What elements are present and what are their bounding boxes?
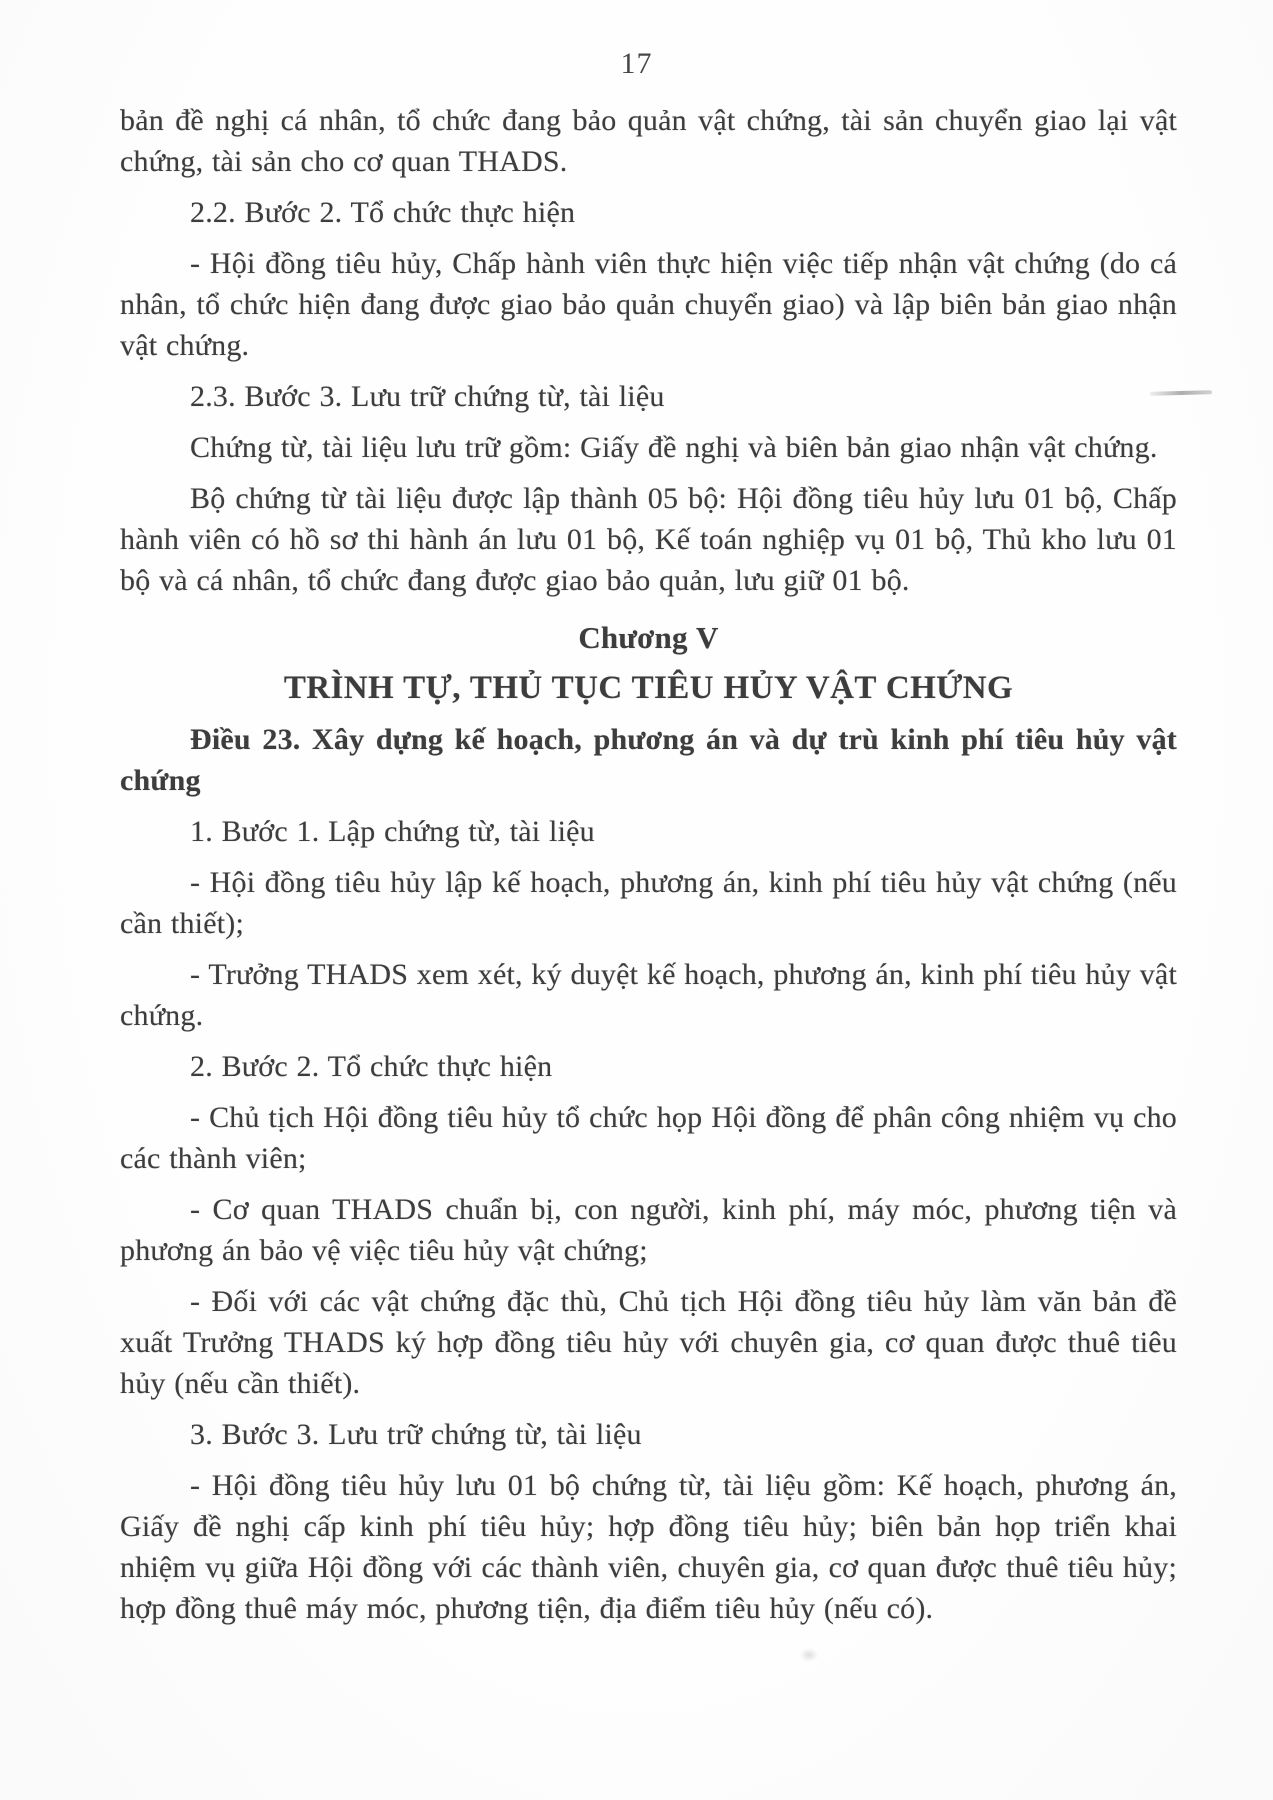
body-paragraph: Chứng từ, tài liệu lưu trữ gồm: Giấy đề nghị và biên bản giao nhận vật chứng.	[190, 431, 1158, 464]
body-paragraph: - Hội đồng tiêu hủy lưu 01 bộ chứng từ, tài liệu gồm: Kế hoạch, phương án, Giấy đề nghị cấp kinh phí tiêu hủy; hợp đồng tiêu hủy; biên bản họp triển khai nhiệm vụ giữa Hội đồng với các thành viên, chuyên gia, cơ quan được thuê tiêu hủy; hợp đồng thuê máy móc, phương tiện, địa điểm tiêu hủy (nếu có).	[120, 1469, 1177, 1625]
step-heading-2-2: 2.2. Bước 2. Tổ chức thực hiện	[190, 196, 576, 229]
body-paragraph: Bộ chứng từ tài liệu được lập thành 05 bộ: Hội đồng tiêu hủy lưu 01 bộ, Chấp hành viên có hồ sơ thi hành án lưu 01 bộ, Kế toán nghiệp vụ 01 bộ, Thủ kho lưu 01 bộ và cá nhân, tổ chức đang được giao bảo quản, lưu giữ 01 bộ.	[120, 482, 1177, 597]
body-paragraph: - Cơ quan THADS chuẩn bị, con người, kinh phí, máy móc, phương tiện và phương án bảo vệ việc tiêu hủy vật chứng;	[120, 1193, 1177, 1267]
document-body	[0, 100, 1273, 1629]
chapter-title: TRÌNH TỰ, THỦ TỤC TIÊU HỦY VẬT CHỨNG	[283, 670, 1014, 706]
body-paragraph: - Hội đồng tiêu hủy lập kế hoạch, phương án, kinh phí tiêu hủy vật chứng (nếu cần thiết);	[120, 866, 1177, 940]
body-paragraph: - Trưởng THADS xem xét, ký duyệt kế hoạch, phương án, kinh phí tiêu hủy vật chứng.	[120, 958, 1177, 1032]
chapter-label: Chương V	[578, 620, 719, 655]
body-paragraph: - Chủ tịch Hội đồng tiêu hủy tổ chức họp Hội đồng để phân công nhiệm vụ cho các thành viên;	[120, 1101, 1177, 1175]
page-number: 17	[620, 47, 653, 80]
scan-artifact-smudge	[800, 1648, 818, 1662]
article-23-heading: Điều 23. Xây dựng kế hoạch, phương án và dự trù kinh phí tiêu hủy vật chứng	[120, 723, 1177, 797]
continuation-paragraph: bản đề nghị cá nhân, tổ chức đang bảo quản vật chứng, tài sản chuyển giao lại vật chứng, tài sản cho cơ quan THADS.	[120, 104, 1177, 178]
body-paragraph: - Hội đồng tiêu hủy, Chấp hành viên thực hiện việc tiếp nhận vật chứng (do cá nhân, tổ chức hiện đang được giao bảo quản chuyển giao) và lập biên bản giao nhận vật chứng.	[120, 247, 1177, 362]
step-heading-1: 1. Bước 1. Lập chứng từ, tài liệu	[190, 815, 595, 848]
step-heading-2-3: 2.3. Bước 3. Lưu trữ chứng từ, tài liệu	[190, 380, 665, 413]
step-heading-2: 2. Bước 2. Tổ chức thực hiện	[190, 1050, 553, 1083]
body-paragraph: - Đối với các vật chứng đặc thù, Chủ tịch Hội đồng tiêu hủy làm văn bản đề xuất Trưởng THADS ký hợp đồng tiêu hủy với chuyên gia, cơ quan được thuê tiêu hủy (nếu cần thiết).	[120, 1285, 1177, 1400]
step-heading-3: 3. Bước 3. Lưu trữ chứng từ, tài liệu	[190, 1418, 642, 1451]
